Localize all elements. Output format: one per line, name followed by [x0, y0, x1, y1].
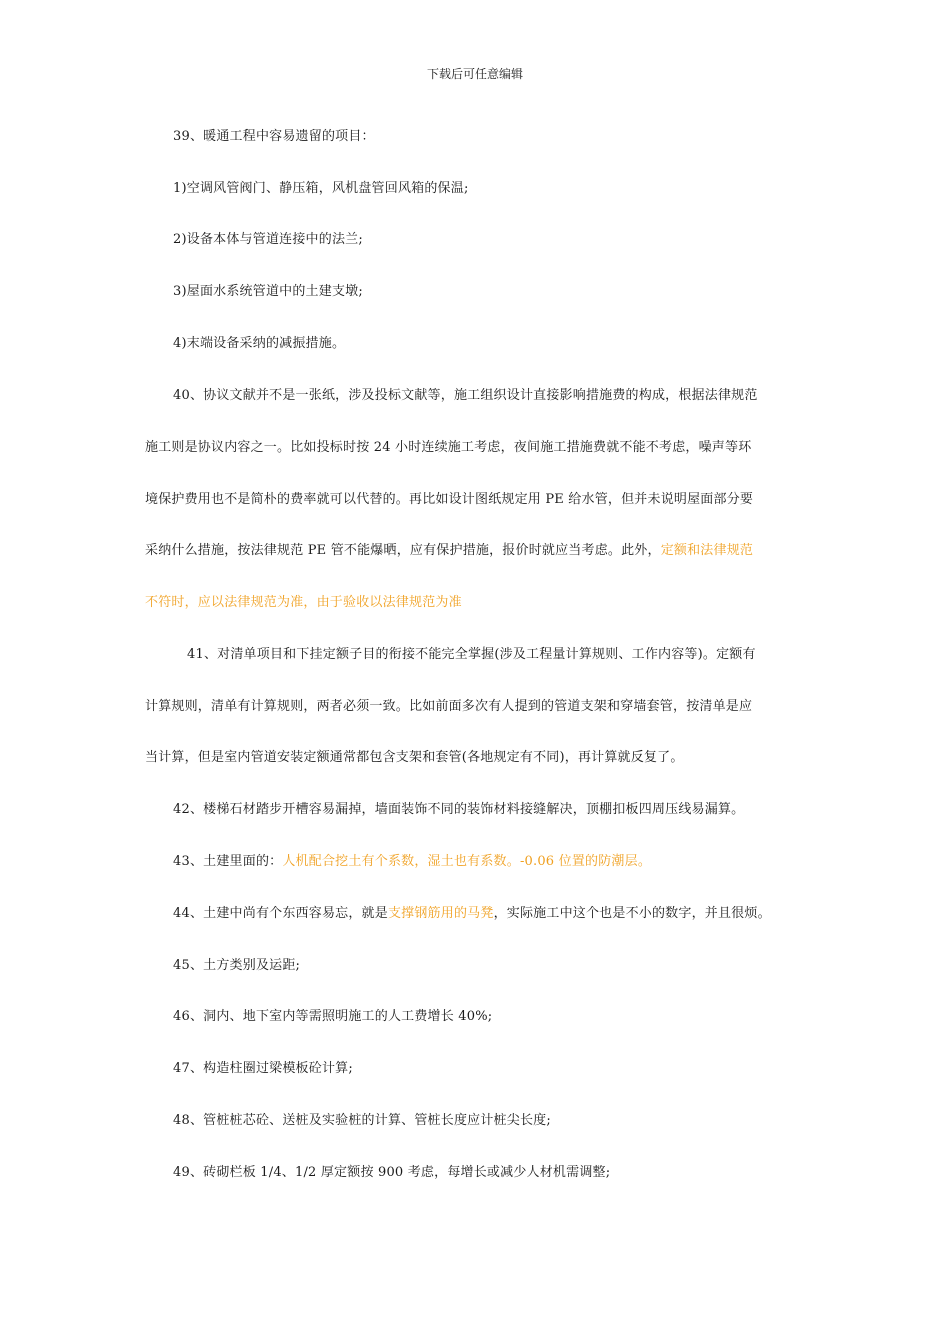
item-43-highlight: 人机配合挖土有个系数，湿土也有系数。-0.06 位置的防潮层。 — [282, 854, 652, 869]
item-39-title: 39、暖通工程中容易遗留的项目： — [173, 129, 375, 144]
item-40-line-4-text: 采纳什么措施，按法律规范 PE 管不能爆晒，应有保护措施，报价时就应当考虑。此外， — [145, 543, 661, 558]
page-header: 下载后可任意编辑 — [426, 67, 523, 81]
item-40-line-4 — [145, 542, 815, 560]
item-40-line-3: 境保护费用也不是简朴的费率就可以代替的。再比如设计图纸规定用 PE 给水管，但并未说明屋面部分要 — [145, 492, 754, 507]
item-39-point-1: 1)空调风管阀门、静压箱，风机盘管回风箱的保温; — [173, 181, 469, 196]
item-45: 45、土方类别及运距; — [173, 958, 301, 973]
item-39-point-4: 4)末端设备采纳的减振措施。 — [173, 336, 346, 351]
item-39-point-2: 2)设备本体与管道连接中的法兰; — [173, 232, 363, 247]
item-40-highlight-1: 定额和法律规范 — [660, 543, 754, 558]
item-41-line-2: 计算规则，清单有计算规则，两者必须一致。比如前面多次有人提到的管道支架和穿墙套管，按清单是应 — [145, 699, 753, 714]
item-40-line-2: 施工则是协议内容之一。比如投标时按 24 小时连续施工考虑，夜间施工措施费就不能不考虑，噪声等环 — [145, 440, 752, 455]
item-39-point-3: 3)屋面水系统管道中的土建支墩; — [173, 284, 363, 299]
item-41-line-3: 当计算，但是室内管道安装定额通常都包含支架和套管(各地规定有不同)，再计算就反复了。 — [145, 750, 684, 765]
item-44 — [173, 905, 823, 923]
item-43-text: 43、土建里面的： — [173, 854, 283, 869]
item-44-highlight: 支撑钢筋用的马凳 — [387, 906, 494, 921]
item-44-text-1: 44、土建中尚有个东西容易忘，就是 — [173, 906, 388, 921]
item-46: 46、洞内、地下室内等需照明施工的人工费增长 40%; — [173, 1009, 493, 1024]
item-40-line-1: 40、协议文献并不是一张纸，涉及投标文献等，施工组织设计直接影响措施费的构成，根据法律规范 — [173, 388, 758, 403]
item-40-highlight-2: 不符时，应以法律规范为准，由于验收以法律规范为准 — [145, 595, 462, 610]
item-41-line-1: 41、对清单项目和下挂定额子目的衔接不能完全掌握(涉及工程量计算规则、工作内容等)。定额有 — [187, 647, 756, 662]
item-44-text-2: ，实际施工中这个也是不小的数字，并且很烦。 — [493, 906, 771, 921]
item-47: 47、构造柱圈过梁模板砼计算; — [173, 1061, 353, 1076]
item-48: 48、管桩桩芯砼、送桩及实验桩的计算、管桩长度应计桩尖长度; — [173, 1113, 551, 1128]
item-42: 42、楼梯石材踏步开槽容易漏掉，墙面装饰不同的装饰材料接缝解决，顶棚扣板四周压线易漏算。 — [173, 802, 745, 817]
item-49: 49、砖砌栏板 1/4、1/2 厚定额按 900 考虑，每增长或减少人材机需调整; — [173, 1165, 611, 1180]
item-43 — [173, 853, 823, 871]
